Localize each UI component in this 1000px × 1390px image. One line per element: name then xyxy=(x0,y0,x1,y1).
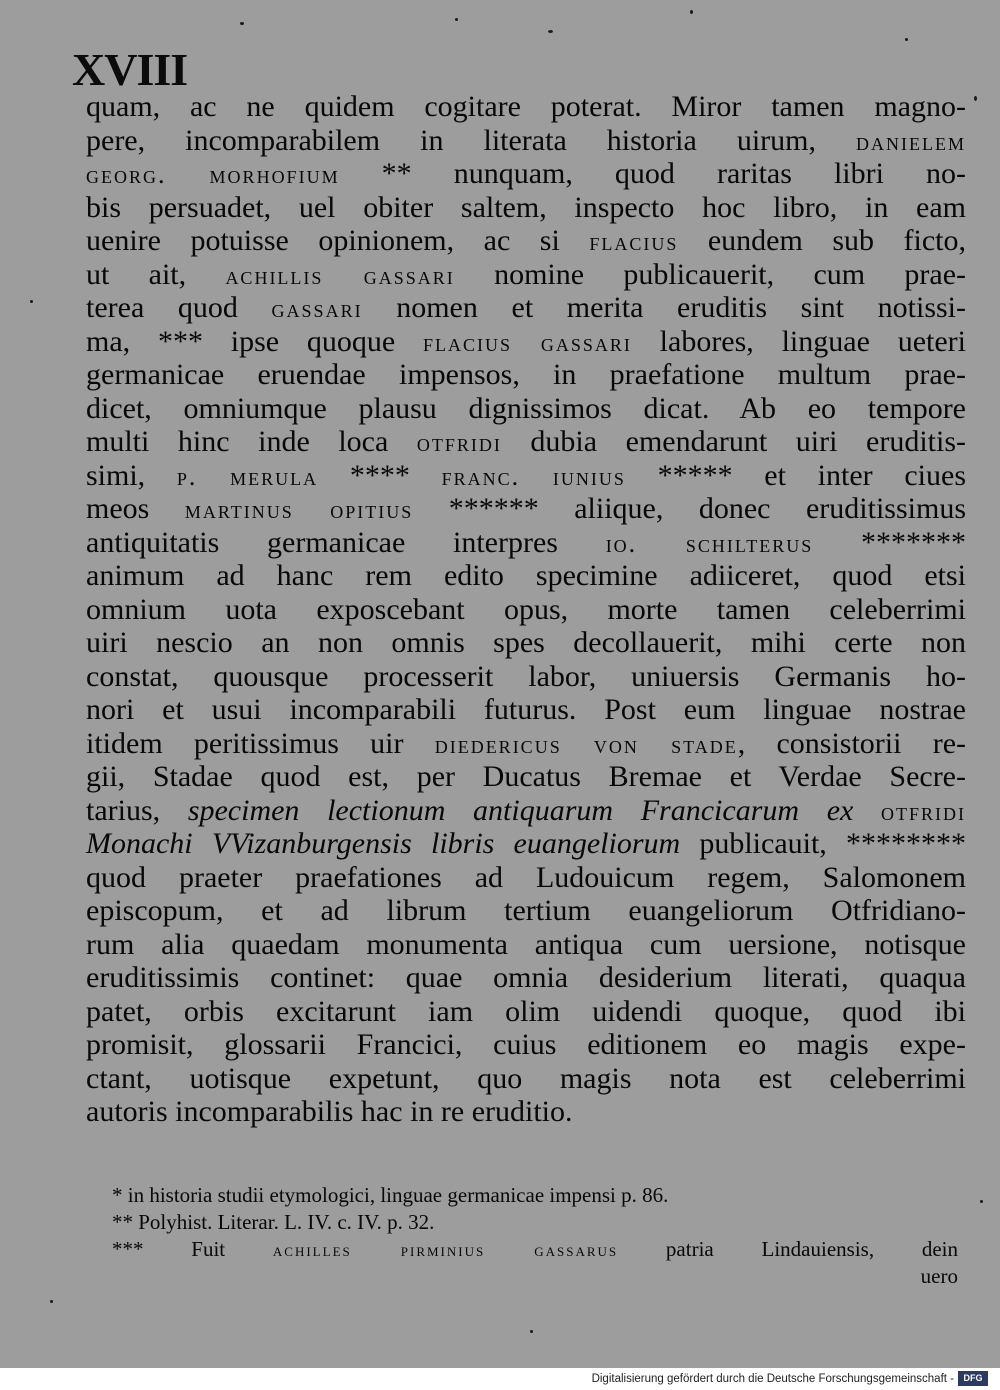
text-run: gii, Stadae quod est, per Ducatus Bremae et Verdae Secre- xyxy=(86,760,966,793)
small-caps-name: flacius xyxy=(589,227,679,256)
text-line xyxy=(86,124,966,158)
text-run: ctant, uotisque expetunt, quo magis nota est celeberrimi xyxy=(86,1061,966,1095)
text-line xyxy=(86,928,966,962)
text-run: ****** aliique, donec eruditissimus xyxy=(413,492,966,525)
text-line xyxy=(86,157,966,191)
text-run: ma, *** ipse quoque xyxy=(86,324,424,358)
text-line xyxy=(86,90,966,124)
text-run: nomen et merita eruditis sint notissi- xyxy=(362,291,966,324)
text-line xyxy=(86,1028,966,1062)
text-line xyxy=(86,794,966,828)
text-line xyxy=(86,760,966,794)
text-run: itidem peritissimus uir xyxy=(86,726,435,760)
text-line xyxy=(86,894,966,928)
text-run: meos xyxy=(86,492,185,525)
text-line xyxy=(86,258,966,292)
text-line xyxy=(86,392,966,426)
scan-speck xyxy=(30,300,33,303)
text-run: omnium uota exposcebant opus, morte tamen celeberrimi xyxy=(86,592,966,626)
text-line xyxy=(86,1062,966,1096)
text-line xyxy=(86,961,966,995)
text-run: simi, xyxy=(86,458,177,492)
text-line xyxy=(86,861,966,895)
scan-speck xyxy=(530,1330,533,1333)
text-line xyxy=(86,727,966,761)
text-line xyxy=(86,358,966,392)
text-run: patria Lindauiensis, dein xyxy=(618,1237,958,1261)
text-line xyxy=(86,425,966,459)
footnote-line xyxy=(112,1209,958,1236)
small-caps-name: georg. morhofium xyxy=(86,160,340,189)
text-run: publicauit, ******** xyxy=(680,827,966,860)
small-caps-name: diedericus von stade xyxy=(434,729,738,759)
text-run: uiri nescio an non omnis spes decollauerit, mihi certe non xyxy=(86,626,966,659)
text-run: ******* xyxy=(813,525,966,559)
page-number: XVIII xyxy=(72,44,188,95)
text-run: eruditissimis continet: quae omnia desiderium literati, quaqua xyxy=(86,961,966,994)
scan-speck xyxy=(548,30,553,33)
dfg-logo: DFG xyxy=(958,1371,988,1386)
text-run: ** nunquam, quod raritas libri no- xyxy=(339,157,967,190)
text-line xyxy=(86,526,966,560)
text-line xyxy=(86,995,966,1029)
small-caps-name: flacius gassari xyxy=(423,327,632,357)
small-caps-name: danielem xyxy=(856,126,966,156)
small-caps-name: otfridi xyxy=(416,428,502,457)
text-run: quam, ac ne quidem cogitare poterat. Miror tamen magno- xyxy=(86,90,966,123)
text-run: quod praeter praefationes ad Ludouicum regem, Salomonem xyxy=(86,860,966,894)
text-line xyxy=(86,660,966,694)
text-run: dicet, omniumque plausu dignissimos dicat. Ab eo tempore xyxy=(86,391,966,425)
scan-speck xyxy=(690,10,693,14)
scan-speck xyxy=(455,18,458,21)
text-run: bis persuadet, uel obiter saltem, inspecto hoc libro, in eam xyxy=(86,190,966,224)
text-run: nomine publicauerit, cum prae- xyxy=(454,257,967,291)
italic-title: specimen lectionum antiquarum Francicarum ex xyxy=(187,793,854,827)
italic-title: Monachi VVizanburgensis libris euangeliorum xyxy=(86,827,681,860)
scan-speck xyxy=(974,96,977,101)
text-run: ** Polyhist. Literar. L. IV. c. IV. p. 32. xyxy=(112,1210,435,1234)
text-line xyxy=(86,325,966,359)
text-run: rum alia quaedam monumenta antiqua cum uersione, notisque xyxy=(86,927,966,961)
text-line xyxy=(86,291,966,325)
text-run: promisit, glossarii Francici, cuius editionem eo magis expe- xyxy=(86,1028,966,1061)
text-run: uero xyxy=(920,1264,958,1288)
text-line xyxy=(86,626,966,660)
footnote-line xyxy=(112,1182,958,1209)
text-run: patet, orbis excitarunt iam olim uidendi quoque, quod ibi xyxy=(86,994,966,1028)
text-line xyxy=(86,593,966,627)
text-line xyxy=(86,191,966,225)
small-caps-name: otfridi xyxy=(881,796,966,826)
digitization-footer xyxy=(0,1368,1000,1390)
text-run: pere, incomparabilem in literata historia uirum, xyxy=(86,123,857,157)
text-line xyxy=(86,492,966,526)
scan-speck xyxy=(240,22,244,25)
text-line xyxy=(86,693,966,727)
text-run: labores, linguae ueteri xyxy=(631,324,966,358)
scan-speck xyxy=(50,1300,53,1303)
text-run: autoris incomparabilis hac in re eruditio. xyxy=(86,1095,573,1128)
text-line xyxy=(86,1095,966,1129)
text-line xyxy=(86,459,966,493)
footnotes-block xyxy=(112,1182,958,1290)
text-run: germanicae eruendae impensos, in praefatione multum prae- xyxy=(86,358,966,391)
funding-credit: Digitalisierung gefördert durch die Deutsche Forschungsgemeinschaft - xyxy=(591,1373,954,1385)
text-run: animum ad hanc rem edito specimine adiiceret, quod etsi xyxy=(86,559,966,592)
text-run: nori et usui incomparabili futurus. Post eum linguae nostrae xyxy=(86,693,966,726)
footnote-line xyxy=(112,1263,958,1290)
scan-speck xyxy=(980,1200,983,1203)
text-run: , consistorii re- xyxy=(737,726,966,760)
text-run: terea quod xyxy=(86,291,272,324)
text-run: uenire potuisse opinionem, ac si xyxy=(86,224,590,257)
text-run: **** xyxy=(318,458,442,492)
small-caps-name: franc. iunius xyxy=(441,461,626,491)
small-caps-name: p. merula xyxy=(176,461,319,491)
text-run: multi hinc inde loca xyxy=(86,425,417,458)
small-caps-name: io. schilterus xyxy=(605,528,814,558)
main-text-block xyxy=(86,90,966,1129)
text-run: * in historia studii etymologici, linguae germanicae impensi p. 86. xyxy=(112,1183,669,1207)
text-run: tarius, xyxy=(86,793,188,827)
text-run: *** Fuit xyxy=(112,1237,273,1261)
small-caps-name: achillis gassari xyxy=(225,260,455,290)
small-caps-name: gassari xyxy=(271,294,363,323)
footnote-line xyxy=(112,1236,958,1263)
scan-speck xyxy=(905,38,908,41)
text-run: eundem sub ficto, xyxy=(678,224,966,257)
text-run: episcopum, et ad librum tertium euangeliorum Otfridiano- xyxy=(86,894,966,927)
text-line xyxy=(86,224,966,258)
text-run: ut ait, xyxy=(86,257,226,291)
text-run: antiquitatis germanicae interpres xyxy=(86,525,606,559)
small-caps-name: achilles pirminius gassarus xyxy=(272,1240,619,1260)
text-line xyxy=(86,559,966,593)
text-run: dubia emendarunt uiri eruditis- xyxy=(501,425,966,458)
small-caps-name: martinus opitius xyxy=(184,495,414,524)
text-run: ***** et inter ciues xyxy=(625,458,966,492)
text-line xyxy=(86,827,966,861)
text-run xyxy=(853,794,881,827)
text-run: constat, quousque processerit labor, uniuersis Germanis ho- xyxy=(86,659,966,693)
